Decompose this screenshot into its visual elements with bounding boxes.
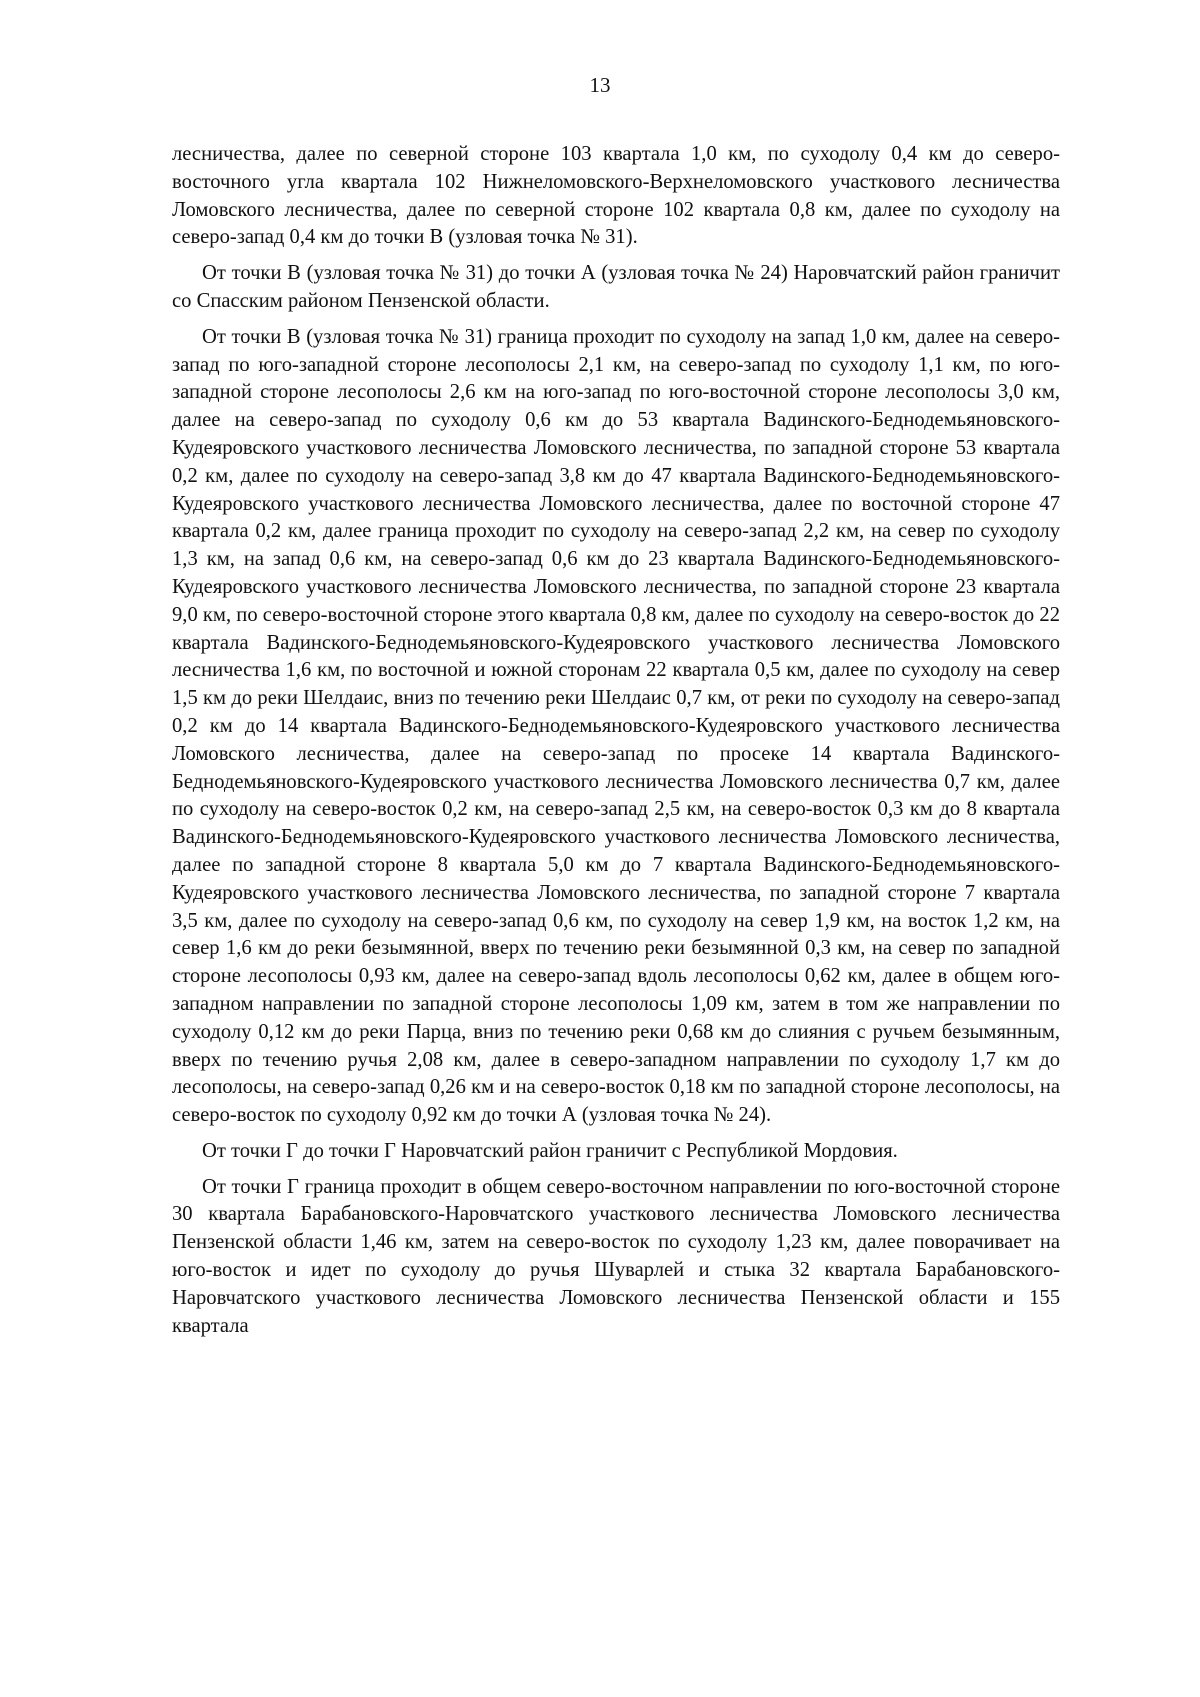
paragraph-border-description: От точки В (узловая точка № 31) граница проходит по суходолу на запад 1,0 км, далее на северо-запад по юго-западной стороне лесополосы 2,1 км, на северо-запад по суходолу 1,1 км, по юго-западной стороне лесополосы 2,6 км на юго-запад по юго-восточной стороне лесополосы 3,0 км, далее на северо-запад по суходолу 0,6 км до 53 квартала Вадинского-Беднодемьяновского-Кудеяровского участкового лесничества Ломовского лесничества, по западной стороне 53 квартала 0,2 км, далее по суходолу на северо-запад 3,8 км до 47 квартала Вадинского-Беднодемьяновского-Кудеяровского участкового лесничества Ломовского лесничества, далее по восточной стороне 47 квартала 0,2 км, далее граница проходит по суходолу на северо-запад 2,2 км, на север по суходолу 1,3 км, на запад 0,6 км, на северо-запад 0,6 км до 23 квартала Вадинского-Беднодемьяновского-Кудеяровского участкового лесничества Ломовского лесничества, по западной стороне 23 квартала 9,0 км, по северо-восточной стороне этого квартала 0,8 км, далее по суходолу на северо-восток до 22 квартала Вадинского-Беднодемьяновского-Кудеяровского участкового лесничества Ломовского лесничества 1,6 км, по восточной и южной сторонам 22 квартала 0,5 км, далее по суходолу на север 1,5 км до реки Шелдаис, вниз по течению реки Шелдаис 0,7 км, от реки по суходолу на северо-запад 0,2 км до 14 квартала Вадинского-Беднодемьяновского-Кудеяровского участкового лесничества Ломовского лесничества, далее на северо-запад по просеке 14 квартала Вадинского-Беднодемьяновского-Кудеяровского участкового лесничества Ломовского лесничества 0,7 км, далее по суходолу на северо-восток 0,2 км, на северо-запад 2,5 км, на северо-восток 0,3 км до 8 квартала Вадинского-Беднодемьяновского-Кудеяровского участкового лесничества Ломовского лесничества, далее по западной стороне 8 квартала 5,0 км до 7 квартала Вадинского-Беднодемьяновского-Кудеяровского участкового лесничества Ломовского лесничества, по западной стороне 7 квартала 3,5 км, далее по суходолу на северо-запад 0,6 км, по суходолу на север 1,9 км, на восток 1,2 км, на север 1,6 км до реки безымянной, вверх по течению реки безымянной 0,3 км, на север по западной стороне лесополосы 0,93 км, далее на северо-запад вдоль лесополосы 0,62 км, далее в общем юго-западном направлении по западной стороне лесополосы 1,09 км, затем в том же направлении по суходолу 0,12 км до реки Парца, вниз по течению реки 0,68 км до слияния с ручьем безымянным, вверх по течению ручья 2,08 км, далее в северо-западном направлении по суходолу 1,7 км до лесополосы, на северо-запад 0,26 км и на северо-восток 0,18 км по западной стороне лесополосы, на северо-восток по суходолу 0,92 км до точки А (узловая точка № 24). bbox=[172, 325, 1060, 1127]
paragraph-mordovia-border: От точки Г до точки Г Наровчатский район граничит с Республикой Мордовия. bbox=[202, 1139, 898, 1162]
paragraph-g-point-description: От точки Г граница проходит в общем северо-восточном направлении по юго-восточной стороне 30 квартала Барабановского-Наровчатского участкового лесничества Ломовского лесничества Пензенской области 1,46 км, затем на северо-восток по суходолу 1,23 км, далее поворачивает на юго-восток и идет по суходолу до ручья Шуварлей и стыка 32 квартала Барабановского-Наровчатского участкового лесничества Ломовского лесничества Пензенской области и 155 квартала bbox=[172, 1175, 1060, 1337]
paragraph-spassky-border: От точки В (узловая точка № 31) до точки А (узловая точка № 24) Наровчатский район граничит со Спасским районом Пензенской области. bbox=[172, 262, 1060, 312]
document-body bbox=[172, 141, 1060, 1348]
page-number: 13 bbox=[589, 73, 611, 97]
paragraph-continuation: лесничества, далее по северной стороне 103 квартала 1,0 км, по суходолу 0,4 км до северо-восточного угла квартала 102 Нижнеломовского-Верхнеломовского участкового лесничества Ломовского лесничества, далее по северной стороне 102 квартала 0,8 км, далее по суходолу на северо-запад 0,4 км до точки В (узловая точка № 31). bbox=[172, 143, 1060, 249]
